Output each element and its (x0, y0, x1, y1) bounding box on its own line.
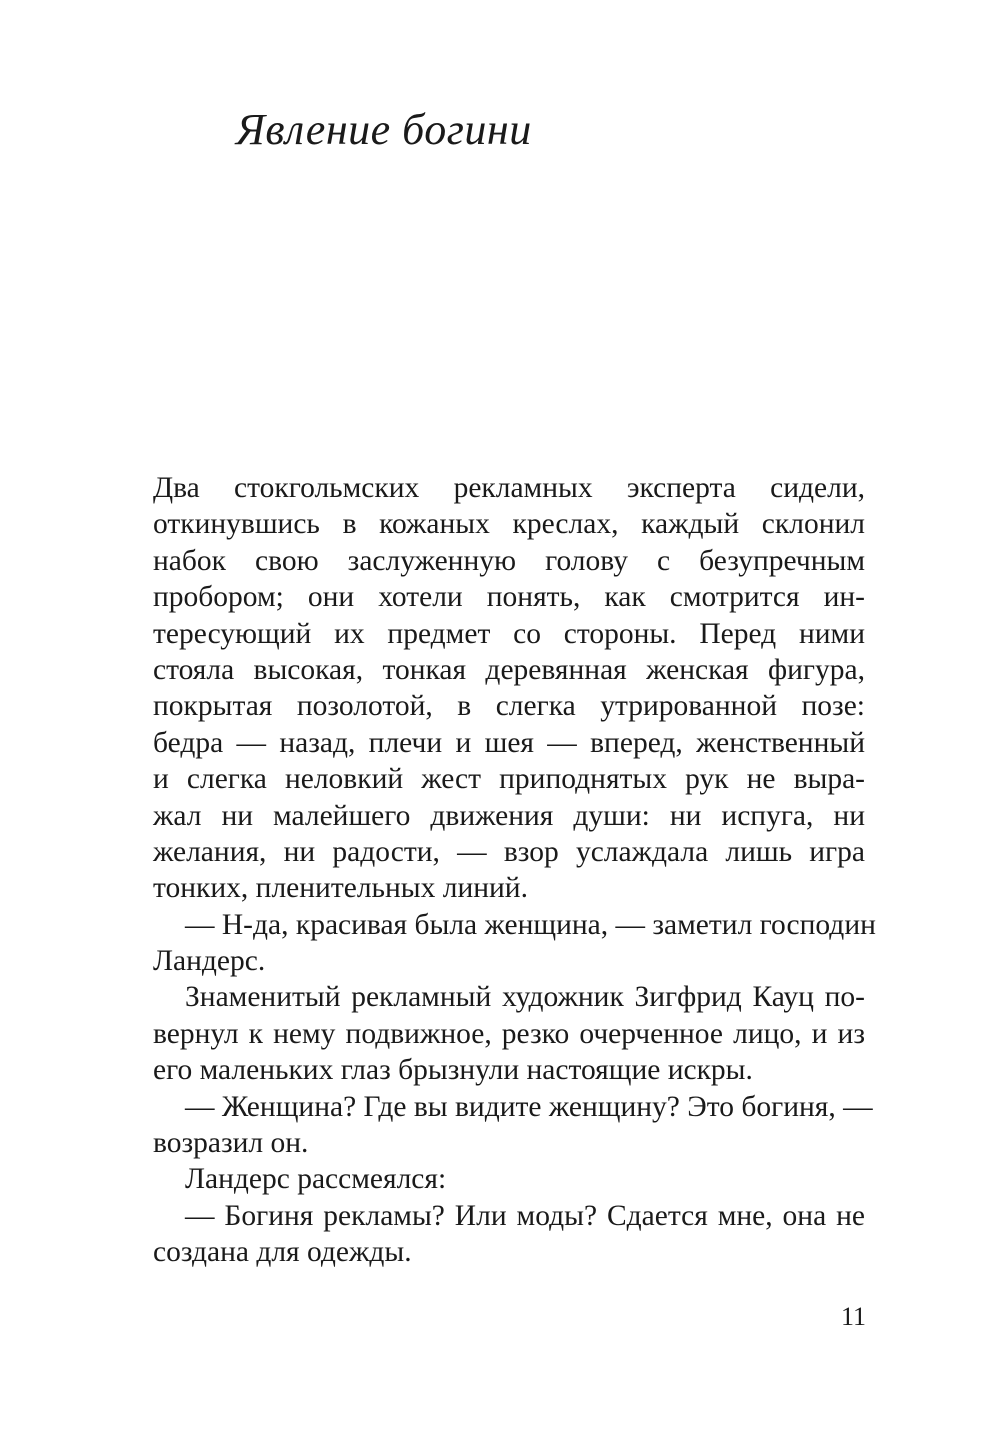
chapter-title: Явление богини (236, 105, 532, 154)
text-line: вернул к нему подвижное, резко очерченное лицо, и из (153, 1017, 865, 1050)
text-line: тонких, пленительных линий. (153, 872, 528, 905)
page-number: 11 (840, 1302, 866, 1331)
text-line: и слегка неловкий жест приподнятых рук не выра- (153, 763, 865, 796)
dialogue-line: — Н-да, красивая была женщина, — заметил господин (185, 908, 876, 941)
text-line: откинувшись в кожаных креслах, каждый склонил (153, 508, 865, 541)
text-line: покрытая позолотой, в слегка утрированной позе: (153, 690, 865, 723)
text-line: Ландерс. (153, 945, 266, 978)
text-line: желания, ни радости, — взор услаждала лишь игра (153, 835, 865, 868)
text-line: жал ни малейшего движения души: ни испуга, ни (153, 799, 865, 832)
dialogue-line: — Женщина? Где вы видите женщину? Это богиня, — (185, 1090, 873, 1123)
text-line: пробором; они хотели понять, как смотрится ин- (153, 581, 865, 614)
text-line: Ландерс рассмеялся: (185, 1163, 447, 1196)
text-line: возразил он. (153, 1127, 309, 1160)
text-line: его маленьких глаз брызнули настоящие искры. (153, 1054, 753, 1087)
dialogue-line: — Богиня рекламы? Или моды? Сдается мне, она не (185, 1199, 865, 1232)
text-line: создана для одежды. (153, 1236, 412, 1269)
text-line: Два стокгольмских рекламных эксперта сидели, (153, 472, 865, 504)
text-line: набок свою заслуженную голову с безупречным (153, 544, 865, 577)
text-line: бедра — назад, плечи и шея — вперед, женственный (153, 726, 865, 759)
text-line: стояла высокая, тонкая деревянная женская фигура, (153, 653, 865, 686)
body-text (153, 470, 876, 1271)
text-line: тересующий их предмет со стороны. Перед ними (153, 617, 865, 650)
text-line: Знаменитый рекламный художник Зигфрид Кауц по- (185, 981, 865, 1014)
